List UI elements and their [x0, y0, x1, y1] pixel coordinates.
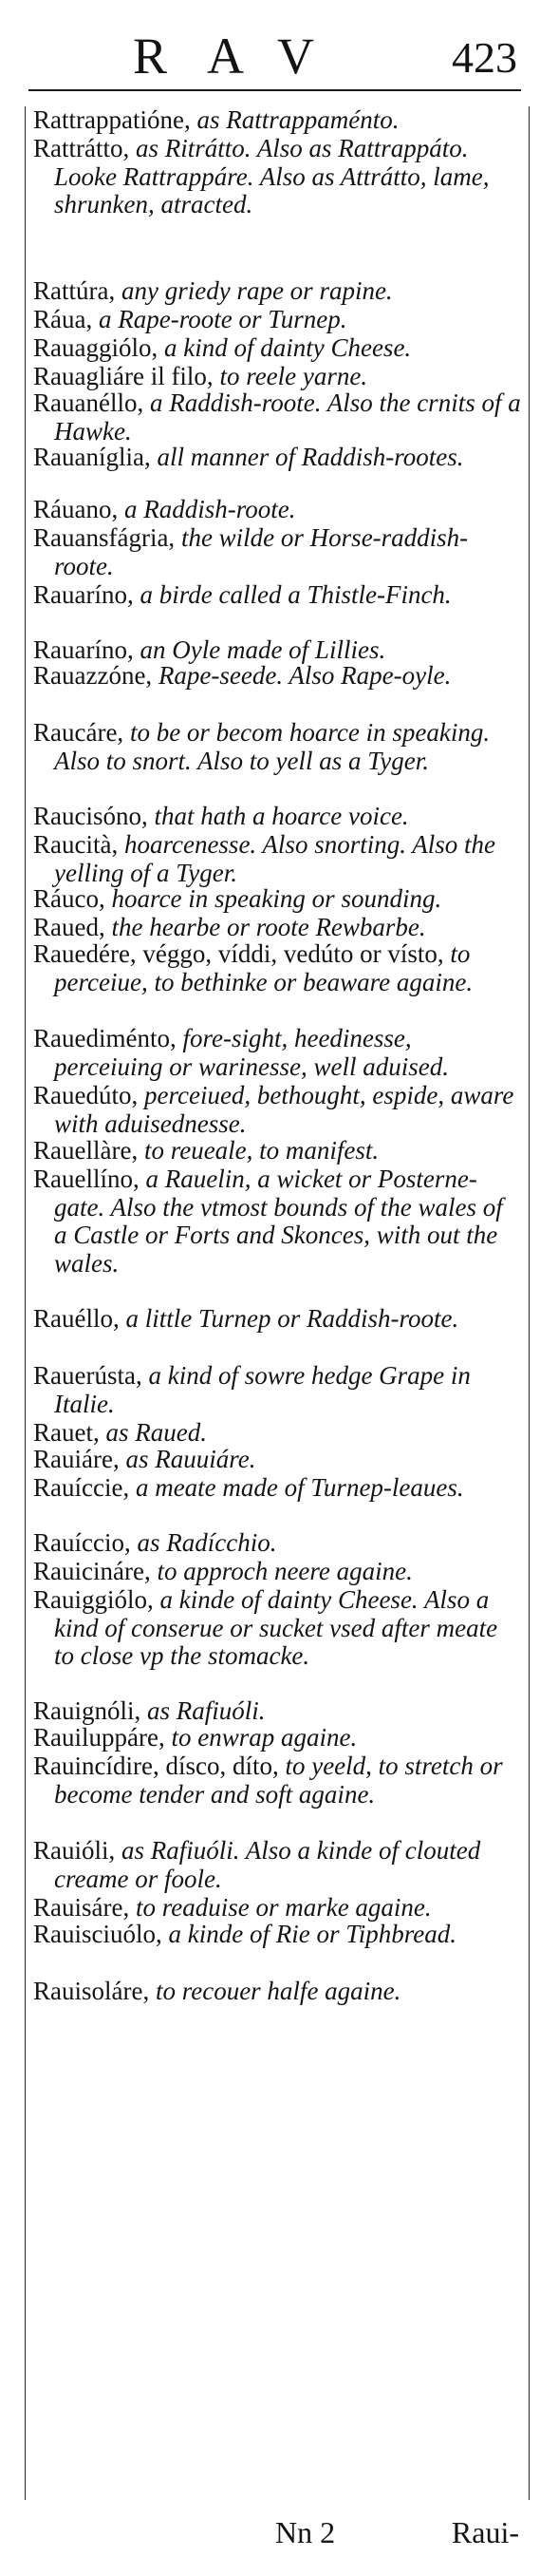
dictionary-entry [33, 524, 521, 580]
dictionary-entry [33, 1586, 521, 1671]
dictionary-entry [33, 1894, 521, 1923]
entry-headword: Rattúra, [33, 276, 116, 305]
dictionary-entry [33, 1558, 521, 1586]
entry-definition: as Rafiuóli. [140, 1696, 266, 1725]
entry-headword: Rauagliáre il filo, [33, 362, 214, 390]
entry-headword: Raued, [33, 913, 105, 941]
dictionary-entry [33, 885, 521, 914]
entry-headword: Raucisóno, [33, 802, 148, 830]
entry-headword: Rauellàre, [33, 1136, 139, 1165]
dictionary-entry [33, 1474, 521, 1503]
entry-definition: a kinde of dainty Cheese. Also a kind of conserue or sucket vsed after meate to close vp the stomacke. [54, 1585, 498, 1670]
entry-headword: Rauincídire, dísco, díto, [33, 1752, 279, 1780]
dictionary-entry [33, 940, 521, 996]
catchword: Raui- [451, 2515, 519, 2549]
entry-headword: Ráua, [33, 305, 93, 333]
dictionary-entry [33, 1362, 521, 1418]
entry-definition: a Raddish-roote. [118, 495, 296, 523]
entry-definition: to be or becom hoarce in speaking. Also to snort. Also to yell as a Tyger. [54, 718, 491, 775]
entry-definition: to reueale, to manifest. [138, 1136, 380, 1165]
signature-mark: Nn 2 [275, 2515, 336, 2549]
entry-definition: as Rafiuóli. Also a kinde of clouted creame or foole. [54, 1836, 481, 1893]
dictionary-entry [33, 1025, 521, 1081]
entry-headword: Rattrappatióne, [33, 105, 191, 134]
entry-definition: a Rape-roote or Turnep. [92, 305, 347, 333]
entry-definition: fore-sight, heedinesse, perceiuing or warinesse, well aduised. [54, 1024, 449, 1081]
dictionary-entry [33, 1752, 521, 1809]
entry-definition: the wilde or Horse-raddish-roote. [54, 523, 469, 580]
entry-headword: Rauaníglia, [33, 443, 151, 471]
entry-headword: Rauíccio, [33, 1528, 131, 1557]
dictionary-entry [33, 1921, 521, 1949]
entry-definition: to reele yarne. [213, 362, 368, 390]
entry-definition: as Ritrátto. Also as Rattrappáto. Looke Rattrappáre. Also as Attrátto, lame, shrunken, atracted. [54, 134, 490, 218]
dictionary-entry [33, 389, 521, 445]
entry-definition: to approch neere againe. [150, 1557, 413, 1585]
entry-headword: Rauicináre, [33, 1557, 151, 1585]
entry-headword: Rauaríno, [33, 635, 134, 664]
dictionary-entry [33, 334, 521, 363]
entry-headword: Rauedúto, [33, 1081, 139, 1109]
dictionary-entry [33, 106, 521, 135]
entry-definition: all manner of Raddish-rootes. [150, 443, 464, 471]
entry-headword: Rauerústa, [33, 1361, 142, 1390]
entry-definition: as Rattrappaménto. [190, 105, 400, 134]
entry-definition: to yeeld, to stretch or become tender and soft againe. [54, 1752, 503, 1809]
entry-headword: Rauisoláre, [33, 1977, 150, 2005]
entry-headword: Rauedére, véggo, víddi, vedúto or vísto, [33, 939, 444, 968]
dictionary-entry [33, 496, 521, 524]
entry-definition: perceiued, bethought, espide, aware with aduisednesse. [54, 1081, 514, 1138]
entry-headword: Rauéllo, [33, 1304, 120, 1333]
entry-definition: an Oyle made of Lillies. [133, 635, 386, 664]
entry-definition: a Raddish-roote. Also the crnits of a Hawke. [54, 388, 521, 445]
dictionary-entry [33, 1305, 521, 1334]
entry-definition: a kind of sowre hedge Grape in Italie. [54, 1361, 471, 1418]
entry-definition: to recouer halfe againe. [149, 1977, 401, 2005]
entry-definition: to perceiue, to bethinke or beaware againe. [54, 939, 474, 996]
dictionary-entry [33, 1978, 521, 2006]
dictionary-entry [33, 914, 521, 942]
entry-definition: a little Turnep or Raddish-roote. [119, 1304, 459, 1333]
page-footer [0, 2508, 540, 2565]
dictionary-entry [33, 135, 521, 219]
entry-definition: a meate made of Turnep-leaues. [129, 1473, 464, 1502]
entry-headword: Rauediménto, [33, 1024, 177, 1052]
entry-definition: hoarce in speaking or sounding. [104, 884, 442, 913]
dictionary-entry [33, 1724, 521, 1752]
entry-definition: hoarcenesse. Also snorting. Also the yelling of a Tyger. [54, 830, 495, 887]
entry-definition: as Radícchio. [130, 1528, 277, 1557]
entry-definition: Rape-seede. Also Rape-oyle. [152, 661, 452, 690]
entry-headword: Rauiáre, [33, 1445, 120, 1473]
entry-headword: Rauaríno, [33, 580, 134, 609]
entry-headword: Rauazzóne, [33, 661, 153, 690]
entry-definition: the hearbe or roote Rewbarbe. [104, 913, 426, 941]
entry-headword: Rauaggiólo, [33, 333, 158, 362]
page-header [28, 23, 521, 91]
entry-headword: Rauisáre, [33, 1893, 130, 1922]
entry-definition: a Rauelin, a wicket or Posterne-gate. Also the vtmost bounds of the wales of a Castle or Forts and Skonces, with out the wales. [54, 1165, 503, 1278]
entry-headword: Rauióli, [33, 1836, 116, 1865]
entry-definition: a birde called a Thistle-Finch. [133, 580, 452, 609]
entry-headword: Ráuco, [33, 884, 105, 913]
dictionary-entry [33, 1529, 521, 1558]
dictionary-entry [33, 1837, 521, 1893]
entry-headword: Raucáre, [33, 718, 124, 747]
entry-definition: as Raued. [99, 1418, 207, 1447]
page-number: 423 [452, 33, 517, 82]
dictionary-entry [33, 662, 521, 691]
dictionary-entry [33, 444, 521, 472]
dictionary-entry [33, 306, 521, 334]
dictionary-entry [33, 803, 521, 831]
entry-headword: Rauansfágria, [33, 523, 176, 552]
dictionary-entry [33, 363, 521, 391]
dictionary-entry [33, 277, 521, 306]
entry-definition: to enwrap againe. [164, 1723, 358, 1752]
dictionary-entry [33, 1082, 521, 1138]
entry-definition: a kinde of Rie or Tiphbread. [161, 1920, 456, 1948]
dictionary-entry [33, 581, 521, 610]
entry-headword: Rauisciuólo, [33, 1920, 162, 1948]
entry-definition: as Rauuiáre. [119, 1445, 256, 1473]
entry-definition: to readuise or marke againe. [129, 1893, 432, 1922]
entry-definition: that hath a hoarce voice. [147, 802, 409, 830]
entry-headword: Raucità, [33, 830, 119, 859]
entry-headword: Rauiggiólo, [33, 1585, 154, 1614]
entry-definition: any griedy rape or rapine. [115, 276, 393, 305]
dictionary-entry [33, 1137, 521, 1165]
entry-headword: Ráuano, [33, 495, 119, 523]
entry-headword: Rauignóli, [33, 1696, 141, 1725]
dictionary-entry [33, 719, 521, 775]
running-head: RAV [133, 28, 355, 85]
entry-headword: Rattrátto, [33, 134, 130, 162]
entry-headword: Rauiluppáre, [33, 1723, 165, 1752]
entry-column [25, 106, 530, 2500]
entry-headword: Rauet, [33, 1418, 100, 1447]
dictionary-entry [33, 1697, 521, 1726]
dictionary-entry [33, 1165, 521, 1278]
dictionary-entry [33, 1419, 521, 1448]
entry-headword: Rauanéllo, [33, 388, 144, 417]
entry-headword: Rauíccie, [33, 1473, 130, 1502]
dictionary-entry [33, 1446, 521, 1474]
dictionary-entry [33, 831, 521, 887]
entry-definition: a kind of dainty Cheese. [158, 333, 412, 362]
entry-headword: Rauellíno, [33, 1165, 140, 1193]
